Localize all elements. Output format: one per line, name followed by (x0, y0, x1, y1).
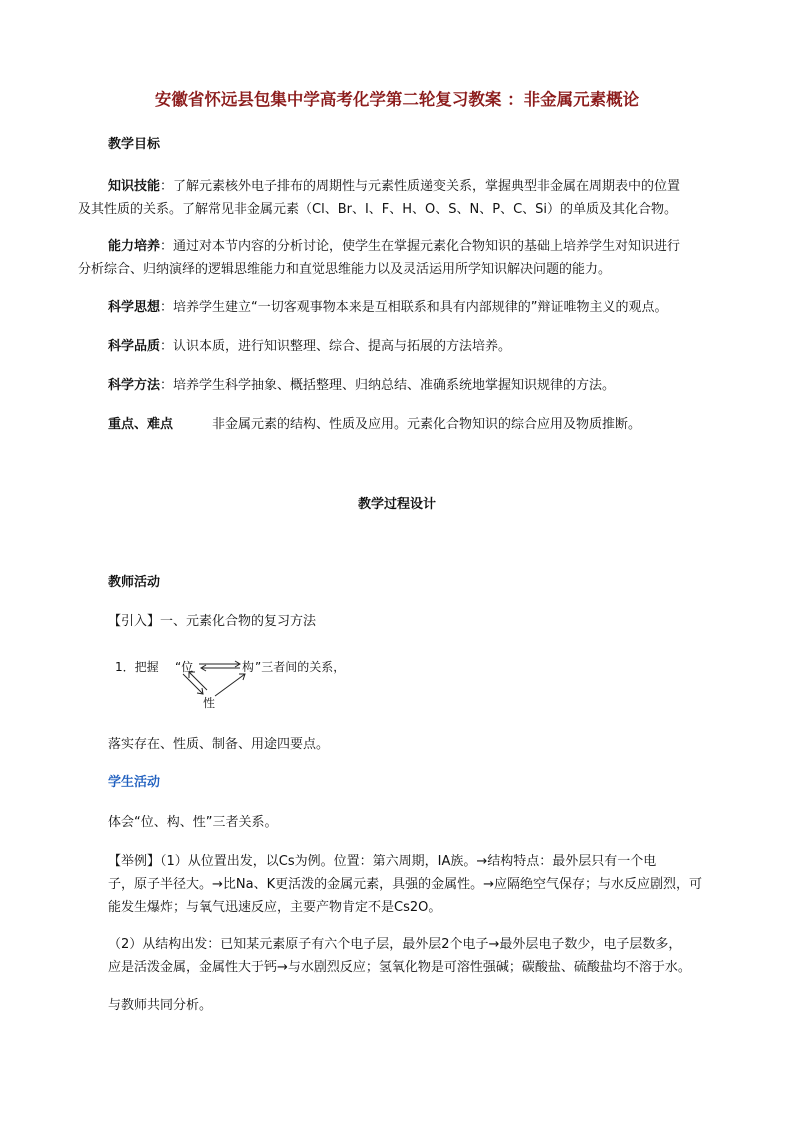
diagram-arrows (115, 656, 375, 710)
student-heading: 学生活动 (108, 775, 161, 790)
intro-line: 【引入】一、元素化合物的复习方法 (108, 614, 317, 629)
method-text: ：培养学生科学抽象、概括整理、归纳总结、准确系统地掌握知识规律的方法。 (160, 378, 616, 393)
knowledge-line-2: 及其性质的关系。了解常见非金属元素（Cl、Br、I、F、H、O、S、N、P、C、Si）的单质及其化合物。 (78, 202, 678, 217)
goals-heading: 教学目标 (108, 137, 161, 152)
arrow-wei-xing-1 (183, 674, 203, 694)
thought-text: ：培养学生建立“一切客观事物本来是互相联系和具有内部规律的”辩证唯物主义的观点。 (160, 300, 668, 315)
diagram-number: 1．把握 (115, 660, 159, 674)
key-line (108, 412, 708, 437)
four-points-line: 落实存在、性质、制备、用途四要点。 (108, 737, 330, 752)
knowledge-line-1 (108, 174, 708, 199)
ability-label: 能力培养 (108, 239, 161, 254)
teacher-heading: 教师活动 (108, 575, 161, 590)
diagram-xing: 性 (203, 696, 216, 710)
method-line (108, 373, 708, 398)
example2-line-2: 应是活泼金属，金属性大于钙→与水剧烈反应；氢氧化物是可溶性强碱；碳酸盐、硫酸盐均不溶于水。 (108, 960, 691, 975)
diagram-wei: “位 (175, 660, 194, 674)
example1-line-3: 能发生爆炸；与氧气迅速反应，主要产物肯定不是Cs2O。 (108, 900, 442, 915)
student-text: 体会“位、构、性”三者关系。 (108, 815, 278, 830)
diagram-rest: ”三者间的关系， (255, 660, 346, 674)
key-text: 非金属元素的结构、性质及应用。元素化合物知识的综合应用及物质推断。 (212, 417, 642, 432)
quality-label: 科学品质 (108, 339, 161, 354)
diagram-gou: 构 (242, 660, 255, 674)
quality-text: ：认识本质，进行知识整理、综合、提高与拓展的方法培养。 (160, 339, 512, 354)
arrow-wei-xing-2 (189, 672, 207, 690)
knowledge-text: ：了解元素核外电子排布的周期性与元素性质递变关系，掌握典型非金属在周期表中的位置 (160, 179, 681, 194)
example1-line-1: 【举例】（1）从位置出发，以Cs为例。位置：第六周期，IA族。→结构特点：最外层只有一个电 (108, 854, 657, 869)
ability-line-2: 分析综合、归纳演绎的逻辑思维能力和直觉思维能力以及灵活运用所学知识解决问题的能力。 (78, 262, 612, 277)
thought-line (108, 295, 708, 320)
quality-line (108, 334, 708, 359)
thought-label: 科学思想 (108, 300, 161, 315)
ability-text: ：通过对本节内容的分析讨论，使学生在掌握元素化合物知识的基础上培养学生对知识进行 (160, 239, 681, 254)
process-heading: 教学过程设计 (357, 497, 436, 512)
ability-line-1 (108, 234, 708, 259)
method-label: 科学方法 (108, 378, 161, 393)
arrow-xing-gou (215, 674, 245, 696)
knowledge-label: 知识技能 (108, 179, 161, 194)
wei-gou-xing-diagram (115, 656, 375, 710)
example1-line-2: 子，原子半径大。→比Na、K更活泼的金属元素，具强的金属性。→应隔绝空气保存；与水反应剧烈，可 (108, 877, 703, 892)
analyze-line: 与教师共同分析。 (108, 998, 213, 1013)
key-label: 重点、难点 (108, 417, 174, 432)
example2-line-1: （2）从结构出发：已知某元素原子有六个电子层，最外层2个电子→最外层电子数少，电子层数多， (108, 937, 682, 952)
page-title: 安徽省怀远县包集中学高考化学第二轮复习教案 ：非金属元素概论 (154, 90, 640, 109)
